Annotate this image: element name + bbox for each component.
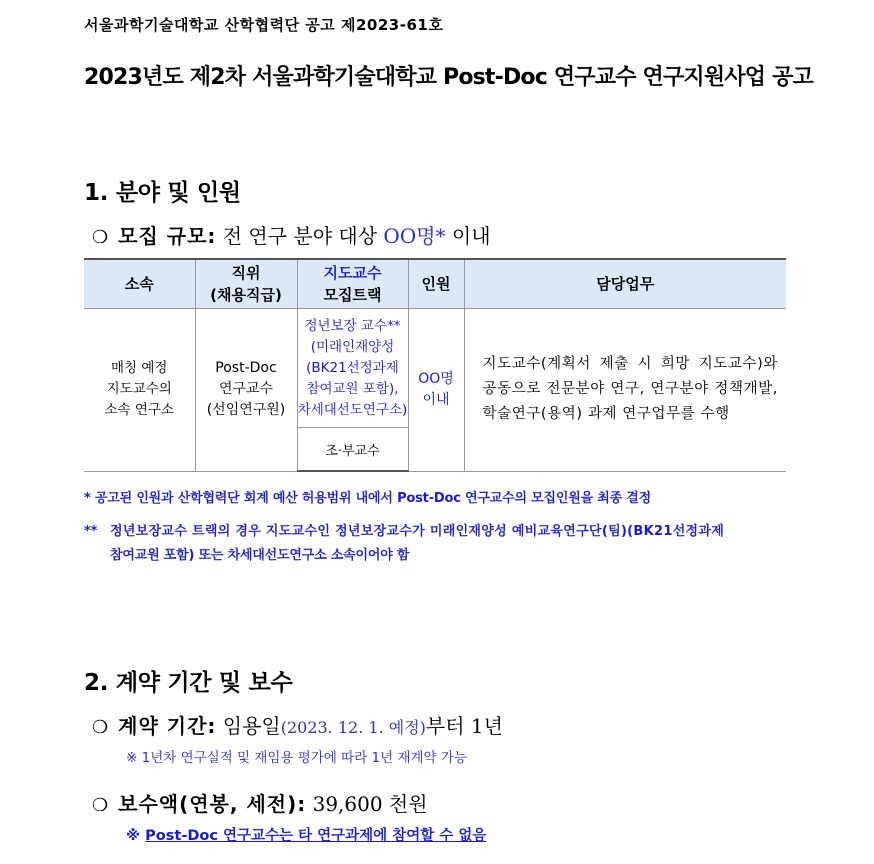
circle-bullet-icon: ❍ bbox=[92, 795, 109, 816]
contract-period-note: ※ 1년차 연구실적 및 재임용 평가에 따라 1년 재계약 가능 bbox=[126, 750, 467, 766]
recruit-table bbox=[84, 258, 786, 472]
track-line: 차세대선도연구소) bbox=[297, 401, 408, 418]
header-affiliation: 소속 bbox=[84, 259, 195, 309]
affiliation-line: 매칭 예정 bbox=[111, 360, 168, 377]
footnote-2-line1: 정년보장교수 트랙의 경우 지도교수인 정년보장교수가 미래인재양성 예비교육연구단(팀)(BK21선정과제 bbox=[110, 524, 725, 539]
cell-position bbox=[195, 309, 297, 472]
contract-period-prefix: 임용일 bbox=[222, 714, 281, 738]
affiliation-line: 소속 연구소 bbox=[104, 402, 174, 419]
recruit-scale-value-prefix: 전 연구 분야 대상 bbox=[222, 224, 378, 248]
header-position-line1: 직위 bbox=[231, 264, 261, 282]
salary-value: 39,600 천원 bbox=[312, 792, 428, 816]
salary-warning-mark: ※ bbox=[126, 828, 141, 844]
header-track-line1: 지도교수 bbox=[323, 264, 382, 282]
footnote-2 bbox=[84, 520, 794, 563]
cell-track-secondary: 조·부교수 bbox=[297, 428, 408, 472]
notice-number: 서울과학기술대학교 산학협력단 공고 제2023-61호 bbox=[84, 16, 444, 34]
header-track bbox=[297, 259, 408, 309]
contract-period-label: 계약 기간: bbox=[118, 714, 217, 738]
salary-warning-text: Post-Doc 연구교수는 타 연구과제에 참여할 수 없음 bbox=[145, 828, 487, 844]
circle-bullet-icon: ❍ bbox=[92, 227, 109, 248]
section-1-heading: 1. 분야 및 인원 bbox=[84, 180, 241, 206]
header-duty: 담당업무 bbox=[464, 259, 786, 309]
salary-label: 보수액(연봉, 세전): bbox=[118, 792, 307, 816]
circle-bullet-icon: ❍ bbox=[92, 717, 109, 738]
contract-period-line bbox=[92, 710, 503, 739]
affiliation-line: 지도교수의 bbox=[106, 381, 172, 398]
headcount-line: OO명 bbox=[418, 370, 454, 387]
page-title: 2023년도 제2차 서울과학기술대학교 Post-Doc 연구교수 연구지원사업 공고 bbox=[84, 65, 813, 90]
salary-warning bbox=[126, 824, 486, 845]
recruit-scale-line bbox=[92, 220, 491, 249]
cell-duty: 지도교수(계획서 제출 시 희망 지도교수)와 공동으로 전문분야 연구, 연구분야 정책개발, 학술연구(용역) 과제 연구업무를 수행 bbox=[464, 309, 786, 472]
footnote-1: * 공고된 인원과 산학협력단 회계 예산 허용범위 내에서 Post-Doc 연구교수의 모집인원을 최종 결정 bbox=[84, 491, 652, 506]
track-line: 정년보장 교수** bbox=[304, 317, 401, 334]
header-track-line2: 모집트랙 bbox=[323, 286, 382, 304]
cell-track-primary bbox=[297, 309, 408, 428]
footnote-2-line2: 참여교원 포함) 또는 차세대선도연구소 소속이어야 함 bbox=[110, 548, 410, 563]
track-line: (BK21선정과제 bbox=[306, 359, 399, 376]
table-header-row bbox=[84, 259, 786, 309]
header-headcount: 인원 bbox=[408, 259, 464, 309]
cell-headcount bbox=[408, 309, 464, 472]
recruit-scale-count: OO명* bbox=[383, 224, 446, 248]
table-row bbox=[84, 309, 786, 428]
recruit-scale-label: 모집 규모: bbox=[118, 224, 217, 248]
track-line: 참여교원 포함), bbox=[306, 380, 399, 397]
headcount-line: 이내 bbox=[422, 391, 450, 408]
track-line: (미래인재양성 bbox=[310, 338, 395, 355]
footnote-2-marker: ** bbox=[84, 524, 98, 539]
contract-period-date: (2023. 12. 1. 예정) bbox=[280, 718, 426, 737]
position-line: 연구교수 bbox=[218, 381, 274, 398]
recruit-scale-value-suffix: 이내 bbox=[451, 224, 491, 248]
position-line: (선임연구원) bbox=[206, 402, 286, 419]
header-position bbox=[195, 259, 297, 309]
salary-line bbox=[92, 788, 428, 817]
cell-affiliation bbox=[84, 309, 195, 472]
contract-period-suffix: 부터 1년 bbox=[425, 714, 503, 738]
header-position-line2: (채용직급) bbox=[210, 286, 282, 304]
section-2-heading: 2. 계약 기간 및 보수 bbox=[84, 670, 293, 696]
position-line: Post-Doc bbox=[215, 360, 277, 377]
